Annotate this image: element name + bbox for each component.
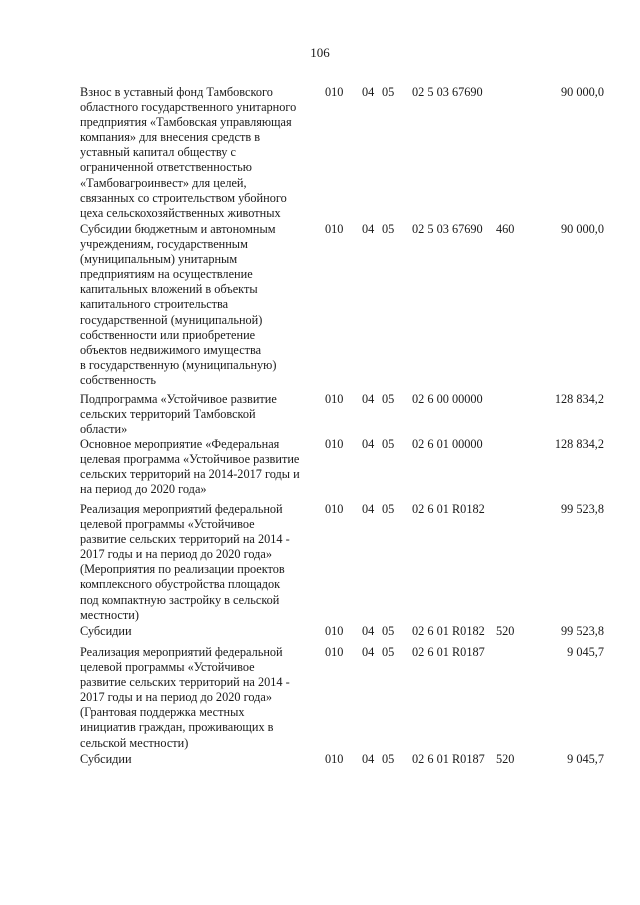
description-line: целевой программы «Устойчивое <box>80 660 255 675</box>
subsection-code: 05 <box>382 392 395 406</box>
description-line: учреждениям, государственным <box>80 237 248 252</box>
target-article-code: 02 6 01 R0182 <box>412 502 485 516</box>
target-article-code: 02 6 00 00000 <box>412 392 483 406</box>
description-line: сельских территорий Тамбовской <box>80 407 256 422</box>
description-line: Субсидии бюджетным и автономным <box>80 222 276 236</box>
description-line: под компактную застройку в сельской <box>80 592 280 607</box>
row-description <box>80 85 320 221</box>
expense-type-code: 460 <box>496 222 515 236</box>
target-article-code: 02 6 01 00000 <box>412 437 483 451</box>
row-description <box>80 392 320 437</box>
description-line: сельских территорий на 2014-2017 годы и <box>80 467 300 482</box>
description-line: «Тамбовагроинвест» для целей, <box>80 175 247 190</box>
section-code: 04 <box>362 222 375 236</box>
amount: 128 834,2 <box>554 392 604 406</box>
description-line: 2017 годы и на период до 2020 года» <box>80 690 272 705</box>
description-line: Взнос в уставный фонд Тамбовского <box>80 85 273 99</box>
row-description <box>80 437 320 497</box>
target-article-code: 02 6 01 R0187 <box>412 645 485 659</box>
section-code: 04 <box>362 392 375 406</box>
description-line: (Грантовая поддержка местных <box>80 705 245 720</box>
ministry-code: 010 <box>325 85 344 99</box>
description-line: комплексного обустройства площадок <box>80 577 281 592</box>
ministry-code: 010 <box>325 502 344 516</box>
amount: 9 045,7 <box>567 752 604 766</box>
description-line: ограниченной ответственностью <box>80 160 252 175</box>
description-line: связанных со строительством убойного <box>80 190 287 205</box>
description-line: компания» для внесения средств в <box>80 130 261 145</box>
description-line: в государственную (муниципальную) <box>80 357 277 372</box>
subsection-code: 05 <box>382 645 395 659</box>
subsection-code: 05 <box>382 752 395 766</box>
description-line: развитие сельских территорий на 2014 - <box>80 532 290 547</box>
amount: 99 523,8 <box>560 624 604 638</box>
description-line: предприятия «Тамбовская управляющая <box>80 115 292 130</box>
section-code: 04 <box>362 752 375 766</box>
ministry-code: 010 <box>325 392 344 406</box>
target-article-code: 02 6 01 R0187 <box>412 752 485 766</box>
description-line: капитальных вложений в объекты <box>80 282 258 297</box>
expense-type-code: 520 <box>496 752 515 766</box>
ministry-code: 010 <box>325 437 344 451</box>
subsection-code: 05 <box>382 502 395 516</box>
description-line: объектов недвижимого имущества <box>80 342 262 357</box>
description-line: 2017 годы и на период до 2020 года» <box>80 547 272 562</box>
description-line: Субсидии <box>80 752 132 766</box>
description-line: Субсидии <box>80 624 132 638</box>
description-line: собственности или приобретение <box>80 327 256 342</box>
description-line: цеха сельскохозяйственных животных <box>80 205 281 220</box>
description-line: Реализация мероприятий федеральной <box>80 645 283 659</box>
description-line: инициатив граждан, проживающих в <box>80 720 274 735</box>
amount: 90 000,0 <box>560 85 604 99</box>
description-line: целевая программа «Устойчивое развитие <box>80 452 300 467</box>
description-line: сельской местности) <box>80 735 189 750</box>
description-line: (муниципальным) унитарным <box>80 252 238 267</box>
ministry-code: 010 <box>325 645 344 659</box>
description-line: Основное мероприятие «Федеральная <box>80 437 280 451</box>
subsection-code: 05 <box>382 222 395 236</box>
subsection-code: 05 <box>382 624 395 638</box>
target-article-code: 02 5 03 67690 <box>412 85 483 99</box>
row-description <box>80 624 320 639</box>
target-article-code: 02 6 01 R0182 <box>412 624 485 638</box>
section-code: 04 <box>362 624 375 638</box>
target-article-code: 02 5 03 67690 <box>412 222 483 236</box>
section-code: 04 <box>362 85 375 99</box>
ministry-code: 010 <box>325 752 344 766</box>
description-line: уставный капитал обществу с <box>80 145 236 160</box>
ministry-code: 010 <box>325 624 344 638</box>
section-code: 04 <box>362 437 375 451</box>
description-line: развитие сельских территорий на 2014 - <box>80 675 290 690</box>
amount: 9 045,7 <box>567 645 604 659</box>
description-line: Подпрограмма «Устойчивое развитие <box>80 392 277 406</box>
ministry-code: 010 <box>325 222 344 236</box>
description-line: местности) <box>80 607 139 622</box>
section-code: 04 <box>362 502 375 516</box>
amount: 99 523,8 <box>560 502 604 516</box>
description-line: на период до 2020 года» <box>80 482 207 497</box>
subsection-code: 05 <box>382 85 395 99</box>
description-line: областного государственного унитарного <box>80 100 297 115</box>
description-line: собственность <box>80 372 156 387</box>
row-description <box>80 502 320 623</box>
subsection-code: 05 <box>382 437 395 451</box>
row-description <box>80 752 320 767</box>
page-number: 106 <box>310 45 330 60</box>
section-code: 04 <box>362 645 375 659</box>
description-line: государственной (муниципальной) <box>80 312 263 327</box>
description-line: Реализация мероприятий федеральной <box>80 502 283 516</box>
row-description <box>80 645 320 751</box>
description-line: капитального строительства <box>80 297 229 312</box>
description-line: (Мероприятия по реализации проектов <box>80 562 285 577</box>
description-line: предприятиям на осуществление <box>80 267 253 282</box>
description-line: целевой программы «Устойчивое <box>80 517 255 532</box>
amount: 90 000,0 <box>560 222 604 236</box>
row-description <box>80 222 320 388</box>
amount: 128 834,2 <box>554 437 604 451</box>
description-line: области» <box>80 422 128 437</box>
expense-type-code: 520 <box>496 624 515 638</box>
